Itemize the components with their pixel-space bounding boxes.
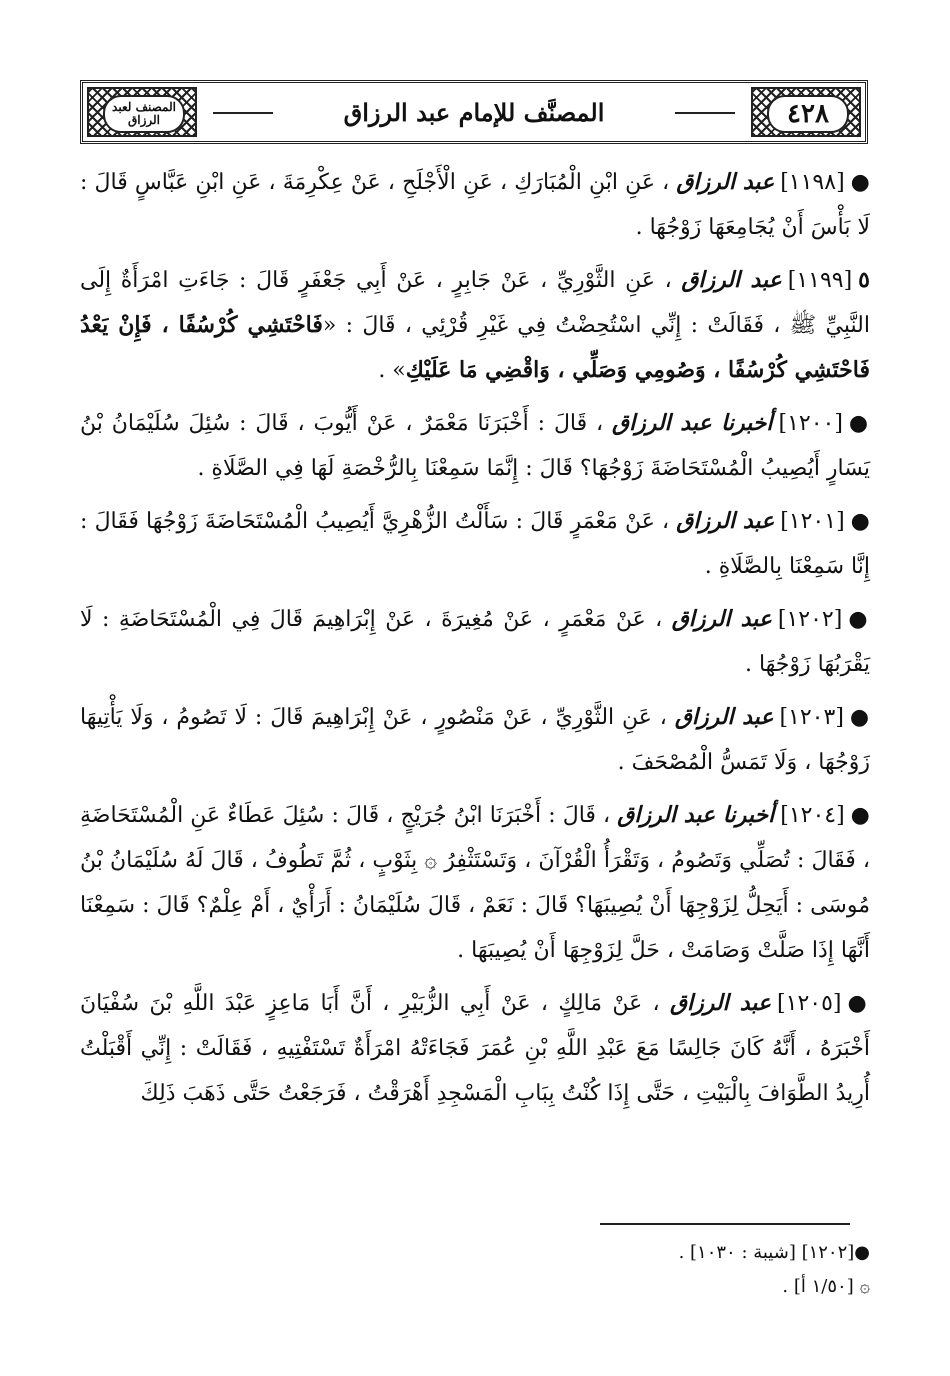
hadith-author: عبد الرزاق: [681, 267, 782, 293]
footnote-source: ●[١٢٠٢] [شيبة : ١٠٣٠] .: [678, 1242, 870, 1263]
hadith-marker: ●: [850, 802, 870, 828]
hadith-marker: ٥: [858, 267, 870, 293]
footnote-manuscript-folio: ۞ [١/٥٠ أ] .: [782, 1276, 870, 1297]
hadith-author: أخبرنا عبد الرزاق: [617, 802, 775, 828]
hadith-text: ، قَالَ : أَخْبَرَنَا مَعْمَرٌ ، عَنْ أَيُّوبَ ، قَالَ : سُئِلَ سُلَيْمَانُ بْنُ يَسَارٍ أَيُصِيبُ الْمُسْتَحَاضَةَ زَوْجُهَا؟ قَالَ : إِنَّمَا سَمِعْنَا بِالرُّخْصَةِ لَهَا فِي الصَّلَاةِ .: [80, 411, 870, 481]
hadith-text: ، عَنِ ابْنِ الْمُبَارَكِ ، عَنِ الْأَجْلَحِ ، عَنْ عِكْرِمَةَ ، عَنِ ابْنِ عَبَّاسٍ قَالَ : لَا بَأْسَ أَنْ يُجَامِعَهَا زَوْجُهَا .: [80, 170, 870, 240]
header-ornament-left: [87, 87, 197, 137]
hadith-text: ، عَنْ مَالِكٍ ، عَنْ أَبِي الزُّبَيْرِ ، أَنَّ أَبَا مَاعِزٍ عَبْدَ اللَّهِ بْنَ سُفْيَانَ أَخْبَرَهُ ، أَنَّهُ كَانَ جَالِسًا مَعَ عَبْدِ اللَّهِ بْنِ عُمَرَ فَجَاءَتْهُ امْرَأَةٌ تَسْتَفْتِيهِ ، فَقَالَتْ : إِنِّي أَقْبَلْتُ أُرِيدُ الطَّوَافَ بِالْبَيْتِ ، حَتَّى إِذَا كُنْتُ بِبَابِ الْمَسْجِدِ أَهْرَقْتُ ، فَرَجَعْتُ حَتَّى ذَهَبَ ذَلِكَ: [80, 991, 870, 1106]
hadith-1202: [80, 597, 870, 687]
page-number-cartouche: [767, 95, 849, 133]
hadith-author: عبد الرزاق: [676, 169, 775, 195]
hadith-1201: [80, 499, 870, 589]
hadith-number: [١٢٠٣]: [779, 705, 844, 730]
hadith-1198: [80, 160, 870, 250]
hadith-text: ، عَنْ مَعْمَرٍ قَالَ : سَأَلْتُ الزُّهْرِيَّ أَيُصِيبُ الْمُسْتَحَاضَةَ زَوْجُهَا فَقَالَ : إِنَّا سَمِعْنَا بِالصَّلَاةِ .: [80, 509, 870, 579]
hadith-text: ، عَنْ مَعْمَرٍ ، عَنْ مُغِيرَةَ ، عَنْ إِبْرَاهِيمَ قَالَ فِي الْمُسْتَحَاضَةِ : لَا يَقْرَبُهَا زَوْجُهَا .: [80, 607, 870, 677]
hadith-number: [١٢٠٥]: [777, 991, 842, 1016]
hadith-number: [١٢٠١]: [780, 509, 845, 534]
hadith-number: [١٢٠٠]: [778, 411, 843, 436]
page-number: ٤٢٨: [787, 98, 829, 129]
hadith-1203: [80, 695, 870, 785]
hadith-1205: [80, 981, 870, 1116]
hadith-prophetic-words: فَاحْتَشِي كُرْسُفًا ، فَإِنْ يَعْدُ فَاحْتَشِي كُرْسُفًا ، وَصُومِي وَصَلِّي ، وَاقْضِي مَا عَلَيْكِ: [80, 312, 870, 383]
hadith-author: عبد الرزاق: [676, 508, 775, 534]
hadith-1204: [80, 793, 870, 973]
header-ornament-right: [751, 87, 861, 137]
hadith-text-end: » .: [378, 358, 406, 383]
ornament-seal-text: المصنف لعبد الرزاق: [112, 99, 176, 127]
hadith-1200: [80, 401, 870, 491]
page-header: [80, 80, 868, 144]
hadith-number: [١٢٠٤]: [780, 803, 845, 828]
hadith-1199: [80, 258, 870, 393]
hadith-author: أخبرنا عبد الرزاق: [612, 410, 773, 436]
hadith-marker: ●: [850, 508, 871, 534]
hadith-marker: ●: [850, 169, 870, 195]
main-text: [80, 160, 870, 1124]
hadith-number: [١٢٠٢]: [777, 607, 843, 632]
hadith-number: [١١٩٨]: [780, 170, 845, 195]
hadith-author: عبد الرزاق: [671, 606, 772, 632]
hadith-text: ، عَنِ الثَّوْرِيِّ ، عَنْ مَنْصُورٍ ، عَنْ إِبْرَاهِيمَ قَالَ : لَا تَصُومُ ، وَلَا يَأْتِيهَا زَوْجُهَا ، وَلَا تَمَسُّ الْمُصْحَفَ .: [80, 705, 870, 775]
hadith-marker: ●: [847, 990, 870, 1016]
hadith-text: ، عَنِ الثَّوْرِيِّ ، عَنْ جَابِرٍ ، عَنْ أَبِي جَعْفَرٍ قَالَ : جَاءَتِ امْرَأَةٌ إِلَى النَّبِيِّ ﷺ ، فَقَالَتْ : إِنِّي اسْتُحِضْتُ فِي غَيْرِ قُرْئِي ، قَالَ : «: [80, 268, 870, 338]
footnotes: [80, 1236, 870, 1304]
hadith-author: عبد الرزاق: [674, 704, 774, 730]
ornament-seal-icon: [103, 95, 185, 133]
hadith-author: عبد الرزاق: [669, 990, 772, 1016]
hadith-marker: ●: [848, 606, 870, 632]
hadith-text: ، قَالَ : أَخْبَرَنَا ابْنُ جُرَيْجٍ ، قَالَ : سُئِلَ عَطَاءٌ عَنِ الْمُسْتَحَاضَةِ ، فَقَالَ : تُصَلِّي وَتَصُومُ ، وَتَقْرَأُ الْقُرْآنَ ، وَتَسْتَثْفِرُ ۞ بِثَوْبٍ ، ثُمَّ تَطُوفُ ، قَالَ لَهُ سُلَيْمَانُ بْنُ مُوسَى : أَيَحِلُّ لِزَوْجِهَا أَنْ يُصِيبَهَا؟ قَالَ : نَعَمْ ، قَالَ سُلَيْمَانُ : أَرَأْيٌ ، أَمْ عِلْمٌ؟ قَالَ : سَمِعْنَا أَنَّهَا إِذَا صَلَّتْ وَصَامَتْ ، حَلَّ لِزَوْجِهَا أَنْ يُصِيبَهَا .: [80, 803, 870, 963]
hadith-marker: ●: [848, 410, 870, 436]
running-title: المصنَّف للإمام عبد الرزاق: [213, 93, 735, 133]
hadith-marker: ●: [849, 704, 871, 730]
footnote-divider: [600, 1223, 850, 1225]
hadith-number: [١١٩٩]: [787, 268, 853, 293]
